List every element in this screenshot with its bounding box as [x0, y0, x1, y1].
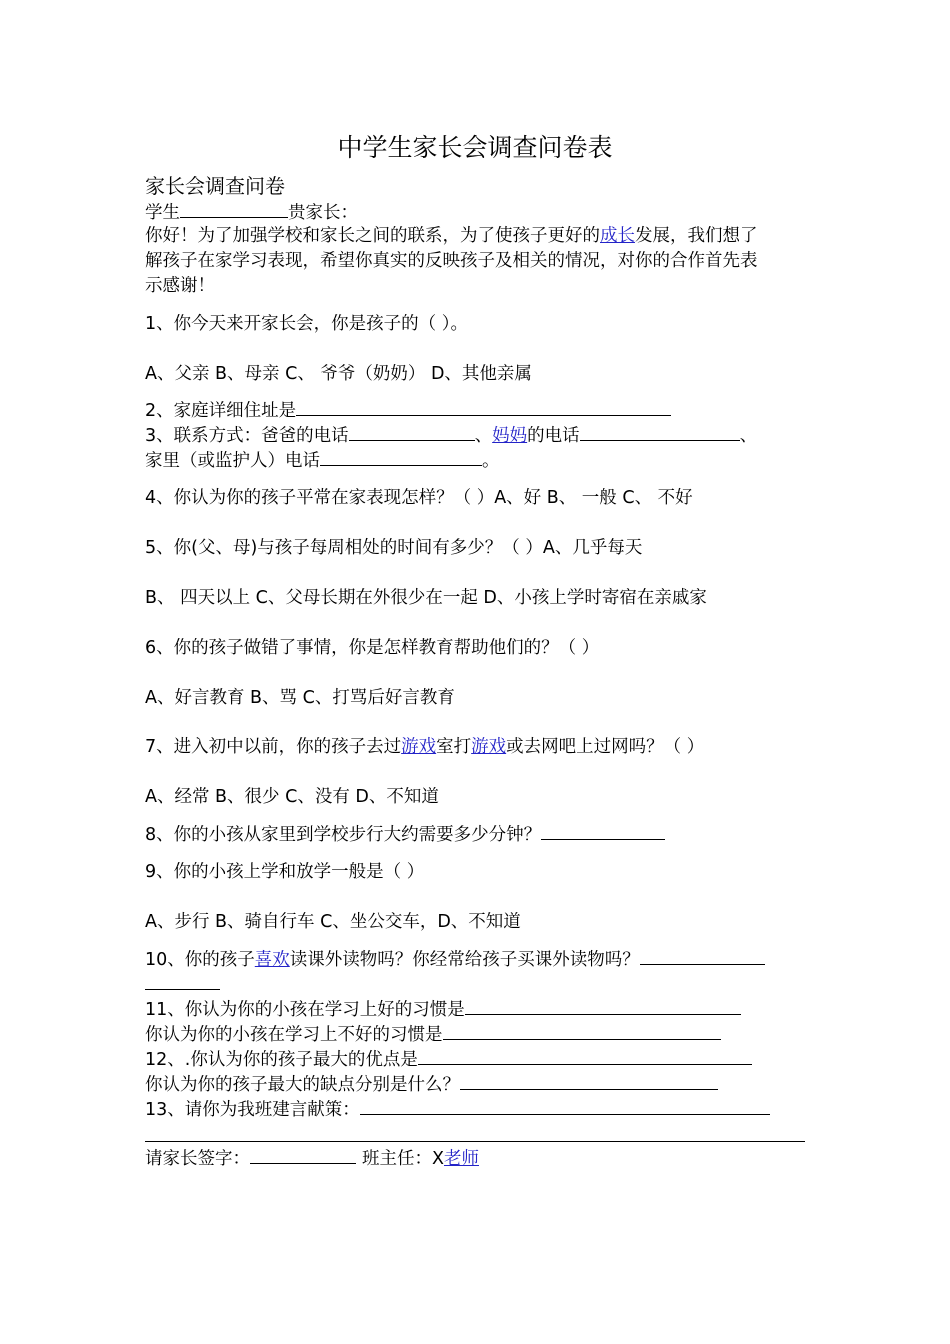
growth-link[interactable]: 成长 — [600, 226, 635, 246]
question-13-text: 13、请你为我班建言献策： — [145, 1100, 360, 1120]
intro-line-3: 示感谢！ — [145, 276, 215, 296]
suggestion-blank[interactable] — [360, 1097, 770, 1115]
period: 。 — [482, 451, 500, 471]
question-3-text: 3、联系方式：爸爸的电话 — [145, 426, 349, 446]
question-8 — [145, 822, 665, 848]
separator: 、 — [474, 426, 493, 446]
question-11-bad — [145, 1022, 721, 1048]
intro-line-2: 解孩子在家学习表现，希望你真实的反映孩子及相关的情况，对你的合作首先表 — [145, 251, 758, 271]
teacher-label: 班主任：X — [362, 1149, 444, 1169]
intro-text: 你好！为了加强学校和家长之间的联系，为了使孩子更好的 — [145, 226, 600, 246]
separator: 、 — [739, 426, 758, 446]
question-7-text: 室打 — [436, 737, 472, 757]
question-7-options: A、经常 B、很少 C、没有 D、不知道 — [145, 787, 439, 807]
question-6: 6、你的孩子做错了事情，你是怎样教育帮助他们的？（ ） — [145, 638, 600, 658]
home-phone-blank[interactable] — [320, 448, 482, 466]
father-phone-blank[interactable] — [349, 423, 475, 441]
parent-signature-label: 请家长签字： — [145, 1149, 250, 1169]
teacher-link[interactable]: 老师 — [444, 1149, 479, 1169]
question-9-options: A、步行 B、骑自行车 C、坐公交车，D、不知道 — [145, 912, 521, 932]
weakness-blank[interactable] — [460, 1072, 718, 1090]
question-4: 4、你认为你的孩子平常在家表现怎样？（ ）A、好 B、 一般 C、 不好 — [145, 488, 693, 508]
question-11-text: 11、你认为你的小孩在学习上好的习惯是 — [145, 1000, 465, 1020]
bad-habit-blank[interactable] — [443, 1022, 721, 1040]
document-title: 中学生家长会调查问卷表 — [337, 133, 613, 162]
question-2 — [145, 398, 671, 424]
game-link[interactable]: 游戏 — [401, 737, 437, 757]
question-10 — [145, 947, 765, 973]
question-5-options: B、 四天以上 C、父母长期在外很少在一起 D、小孩上学时寄宿在亲戚家 — [145, 588, 707, 608]
suggestion-line[interactable] — [145, 1141, 805, 1142]
address-blank[interactable] — [296, 398, 671, 416]
question-1-options: A、父亲 B、母亲 C、 爷爷（奶奶） D、其他亲属 — [145, 364, 532, 384]
question-10-text: 10、你的孩子 — [145, 950, 255, 970]
question-7-text: 或去网吧上过网吗？（ ） — [506, 737, 705, 757]
question-10-continued — [145, 972, 220, 998]
mother-link[interactable]: 妈妈 — [492, 426, 528, 446]
question-5: 5、你(父、母)与孩子每周相处的时间有多少？（ ）A、几乎每天 — [145, 538, 643, 558]
greeting-parent-label: 贵家长： — [288, 203, 358, 223]
question-1: 1、你今天来开家长会，你是孩子的（ ）。 — [145, 314, 468, 334]
parent-signature-blank[interactable] — [250, 1146, 356, 1164]
question-9: 9、你的小孩上学和放学一般是（ ） — [145, 862, 425, 882]
question-12-strength — [145, 1047, 752, 1073]
intro-line-1 — [145, 224, 758, 249]
reading-blank[interactable] — [640, 947, 765, 965]
question-3-text: 的电话 — [527, 426, 580, 446]
question-3-text: 家里（或监护人）电话 — [145, 451, 320, 471]
question-11-good — [145, 997, 741, 1023]
question-11-text: 你认为你的小孩在学习上不好的习惯是 — [145, 1025, 443, 1045]
walk-minutes-blank[interactable] — [541, 822, 665, 840]
greeting-student-label: 学生 — [145, 203, 180, 223]
intro-text: 发展，我们想了 — [635, 226, 758, 246]
student-name-blank[interactable] — [180, 200, 288, 218]
signature-line — [145, 1146, 479, 1172]
document-subtitle: 家长会调查问卷 — [145, 174, 285, 198]
question-12-text: 你认为你的孩子最大的缺点分别是什么？ — [145, 1075, 460, 1095]
question-3-line-1 — [145, 423, 757, 449]
strength-blank[interactable] — [418, 1047, 752, 1065]
reading-blank-continued[interactable] — [145, 972, 220, 990]
question-10-text: 读课外读物吗？你经常给孩子买课外读物吗？ — [289, 950, 640, 970]
question-6-options: A、好言教育 B、骂 C、打骂后好言教育 — [145, 688, 455, 708]
game-link[interactable]: 游戏 — [471, 737, 507, 757]
good-habit-blank[interactable] — [465, 997, 741, 1015]
question-13 — [145, 1097, 770, 1123]
question-7 — [145, 735, 704, 760]
like-link[interactable]: 喜欢 — [254, 950, 290, 970]
question-8-text: 8、你的小孩从家里到学校步行大约需要多少分钟？ — [145, 825, 542, 845]
greeting-line — [145, 200, 358, 226]
question-12-weakness — [145, 1072, 718, 1098]
question-12-text: 12、.你认为你的孩子最大的优点是 — [145, 1050, 418, 1070]
mother-phone-blank[interactable] — [580, 423, 740, 441]
question-7-text: 7、进入初中以前，你的孩子去过 — [145, 737, 402, 757]
question-2-text: 2、家庭详细住址是 — [145, 401, 297, 421]
question-3-line-2 — [145, 448, 500, 474]
